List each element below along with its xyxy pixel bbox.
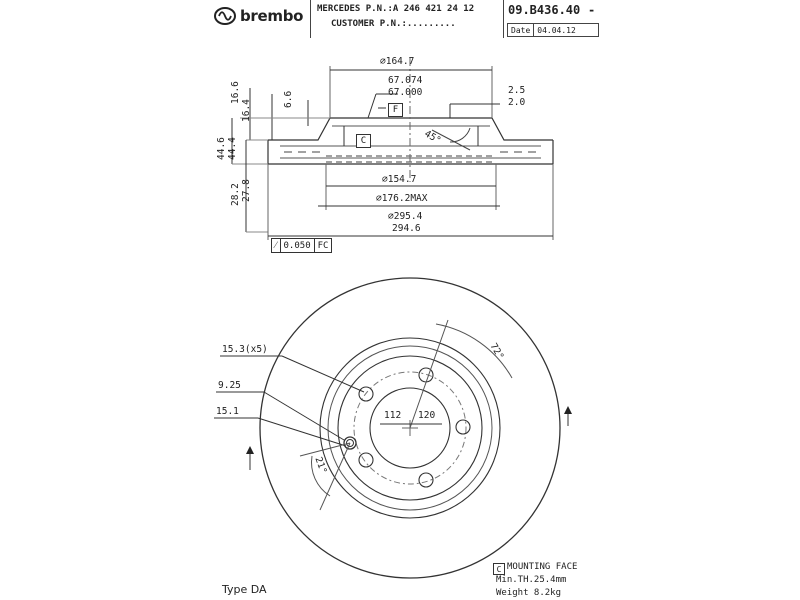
mounting-face-label: MOUNTING FACE: [507, 562, 578, 572]
type-label: Type DA: [222, 583, 267, 596]
dim-t28-2: 28.2: [230, 183, 241, 206]
runout-symbol-icon: ⁄: [275, 241, 277, 251]
label-15-1: 15.1: [216, 406, 239, 417]
dim-r2-5: 2.5: [508, 85, 526, 96]
runout-datum: FC: [314, 239, 332, 252]
date-box: [507, 23, 599, 37]
label-angle-21: 21°: [312, 455, 329, 476]
part-suffix: -: [588, 3, 596, 17]
dim-d67-min: 67.000: [388, 87, 423, 98]
label-112: 112: [384, 410, 402, 421]
datum-box-f: F: [388, 103, 403, 117]
label-9-25: 9.25: [218, 380, 241, 391]
dim-angle-45: 45°: [422, 128, 443, 147]
part-code: 09.B436.40: [508, 3, 581, 17]
label-holes: 15.3(x5): [222, 344, 268, 355]
runout-value: 0.050: [280, 239, 314, 252]
brembo-wordmark: brembo: [240, 7, 304, 25]
brembo-logo: [214, 4, 303, 28]
dim-t44-4: 44.4: [227, 137, 238, 160]
dim-h16-6: 16.6: [230, 81, 241, 104]
dim-d294-6: 294.6: [392, 223, 421, 234]
dim-h16-4: 16.4: [241, 99, 252, 122]
dim-d67-max: 67.074: [388, 75, 423, 86]
header-divider: [503, 0, 504, 38]
date-value: 04.04.12: [537, 25, 576, 35]
label-120: 120: [418, 410, 436, 421]
dim-t27-8: 27.8: [241, 179, 252, 202]
weight: Weight 8.2kg: [496, 588, 562, 598]
label-angle-72: 72°: [487, 341, 506, 362]
mercedes-part-number: MERCEDES P.N.:A 246 421 24 12: [317, 4, 475, 14]
min-thickness: Min.TH.25.4mm: [496, 575, 567, 585]
datum-box-c: C: [356, 134, 371, 148]
dim-h6-6: 6.6: [283, 90, 294, 108]
dim-d295-4: ∅295.4: [388, 211, 423, 222]
dim-t44-6: 44.6: [216, 137, 227, 160]
runout-tolerance: [271, 238, 332, 253]
header-divider: [310, 0, 311, 38]
brembo-logo-icon: [214, 7, 236, 25]
customer-part-number: CUSTOMER P.N.:.........: [331, 19, 456, 29]
dim-d154-7: ∅154.7: [382, 174, 417, 185]
dim-d164-7: ∅164.7: [380, 56, 415, 67]
dim-r2-0: 2.0: [508, 97, 526, 108]
dim-d176-2-max: ∅176.2MAX: [376, 193, 428, 204]
date-label: Date: [508, 24, 534, 36]
mounting-face-box: C: [493, 563, 505, 575]
